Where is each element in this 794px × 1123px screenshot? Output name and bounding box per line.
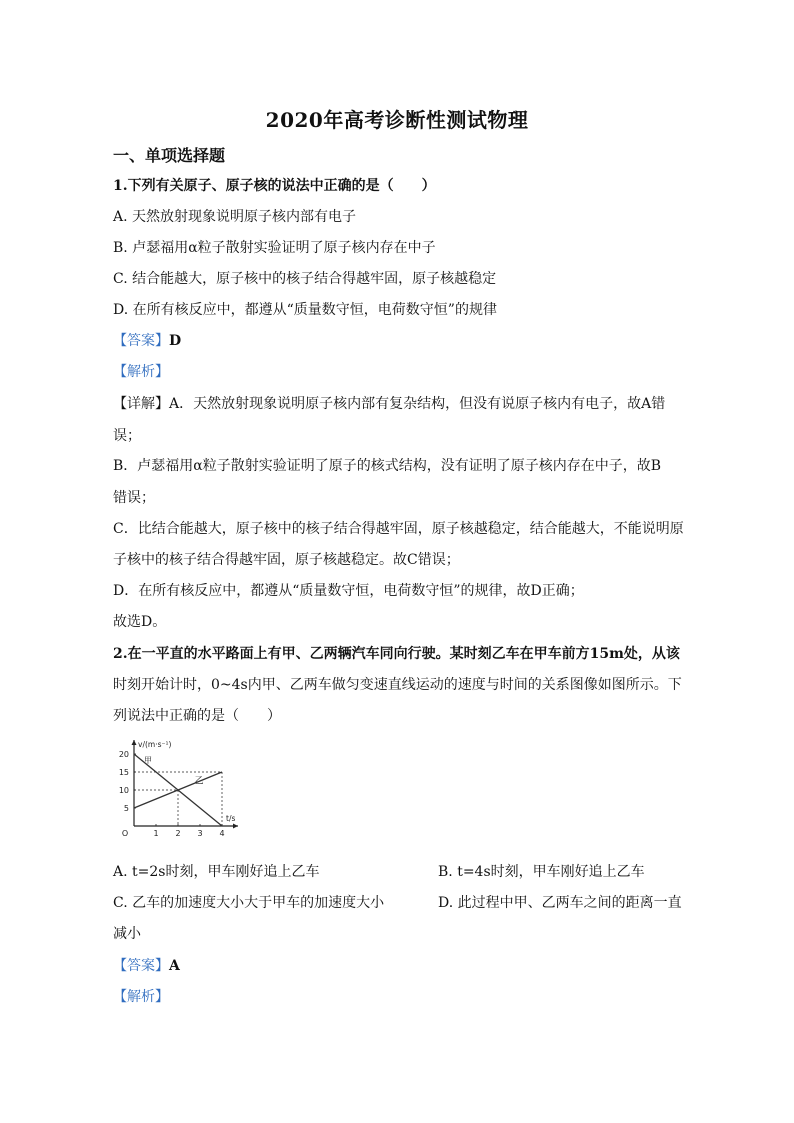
q1-stem: 1.下列有关原子、原子核的说法中正确的是（ ） bbox=[113, 178, 436, 194]
section-heading: 一、单项选择题 bbox=[113, 146, 226, 165]
origin-label: O bbox=[121, 829, 129, 838]
q1-option-b: B. 卢瑟福用α粒子散射实验证明了原子核内存在中子 bbox=[113, 240, 436, 256]
y-tick-label: 10 bbox=[118, 786, 129, 795]
answer-tag: 【答案】 bbox=[113, 958, 169, 974]
q2-stem-text: 2.在一平直的水平路面上有甲、乙两辆汽车同向行驶。某时刻乙车在甲车前方15m处，从该 bbox=[113, 646, 680, 662]
y-tick-label: 5 bbox=[123, 804, 129, 813]
q2-stem-line: 列说法中正确的是（ ） bbox=[113, 708, 281, 724]
q2-answer: A bbox=[169, 958, 180, 974]
q1-detail-line: 子核中的核子结合得越牢固，原子核越稳定。故C错误； bbox=[113, 552, 460, 568]
answer-tag: 【答案】 bbox=[113, 333, 169, 349]
q2-option-d-cont: 减小 bbox=[113, 926, 141, 942]
x-tick-label: 2 bbox=[175, 829, 181, 838]
q1-analysis-tag: 【解析】 bbox=[113, 364, 169, 380]
q1-detail-line: B．卢瑟福用α粒子散射实验证明了原子的核式结构，没有证明了原子核内存在中子，故B bbox=[113, 458, 662, 474]
q1-answer-line bbox=[113, 331, 693, 351]
q1-detail-line: C．比结合能越大，原子核中的核子结合得越牢固，原子核越稳定，结合能越大，不能说明原 bbox=[113, 521, 684, 537]
y-axis-arrow bbox=[132, 740, 137, 745]
q1-detail-line: 错误； bbox=[113, 490, 155, 506]
x-axis-label: t/s bbox=[226, 814, 236, 823]
y-tick-label: 20 bbox=[118, 750, 129, 759]
x-tick-label: 1 bbox=[153, 829, 159, 838]
x-tick-label: 4 bbox=[219, 829, 225, 838]
x-tick-label: 3 bbox=[197, 829, 203, 838]
q1-detail-line: 【详解】A．天然放射现象说明原子核内部有复杂结构，但没有说原子核内有电子，故A错 bbox=[113, 396, 666, 412]
q2-option-c: C. 乙车的加速度大小大于甲车的加速度大小 bbox=[113, 895, 385, 911]
y-axis-label: v/(m·s⁻¹) bbox=[138, 740, 172, 749]
q1-option-d: D. 在所有核反应中，都遵从“质量数守恒，电荷数守恒”的规律 bbox=[113, 302, 497, 318]
series-label-yi: 乙 bbox=[194, 776, 204, 787]
page-title: 2020年高考诊断性测试物理 bbox=[265, 108, 529, 132]
q2-option-d: D. 此过程中甲、乙两车之间的距离一直 bbox=[438, 895, 682, 911]
q2-option-a: A. t=2s时刻，甲车刚好追上乙车 bbox=[113, 864, 320, 880]
q1-detail-line: 故选D。 bbox=[113, 614, 167, 630]
q2-analysis-tag: 【解析】 bbox=[113, 989, 169, 1005]
q2-answer-line bbox=[113, 956, 693, 976]
q2-stem-line bbox=[113, 644, 693, 664]
series-label-jia: 甲 bbox=[144, 756, 152, 765]
q1-option-a: A. 天然放射现象说明原子核内部有电子 bbox=[113, 209, 357, 225]
q1-detail-line: D．在所有核反应中，都遵从“质量数守恒，电荷数守恒”的规律，故D正确； bbox=[113, 583, 584, 599]
y-tick-label: 15 bbox=[118, 768, 129, 777]
q1-detail-line: 误； bbox=[113, 428, 141, 444]
q1-option-c: C. 结合能越大，原子核中的核子结合得越牢固，原子核越稳定 bbox=[113, 271, 497, 287]
velocity-time-graph bbox=[110, 738, 250, 838]
q1-answer: D bbox=[169, 333, 182, 349]
q2-option-b: B. t=4s时刻，甲车刚好追上乙车 bbox=[438, 864, 645, 880]
x-axis-arrow bbox=[233, 824, 238, 829]
q2-stem-line: 时刻开始计时，0~4s内甲、乙两车做匀变速直线运动的速度与时间的关系图像如图所示。下 bbox=[113, 677, 682, 693]
